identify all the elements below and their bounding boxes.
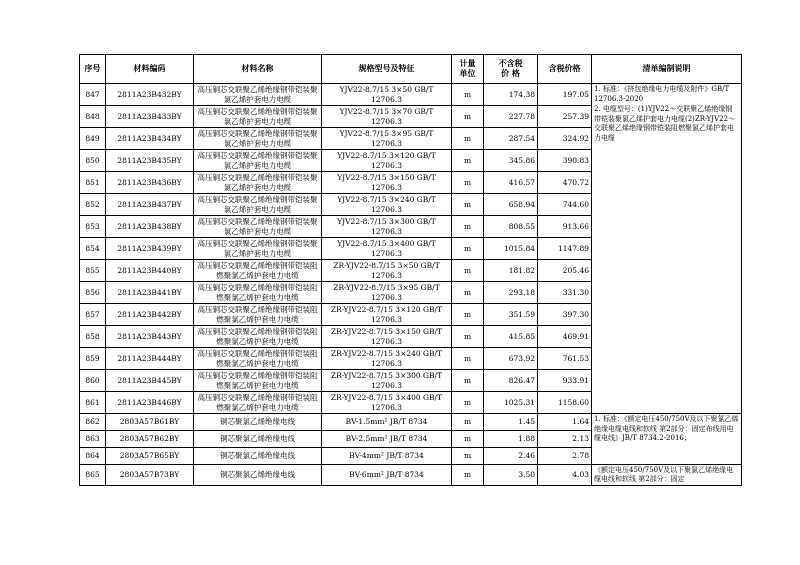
row-name: 铜芯聚氯乙烯绝缘电线	[194, 431, 322, 448]
row-spec: YJV22-8.7/15 3×70 GB/T 12706.3	[322, 106, 452, 128]
row-name: 高压铜芯交联聚乙烯绝缘钢带铠装聚氯乙烯护套电力电缆	[194, 128, 322, 150]
row-price-ex: 1015.84	[484, 238, 538, 260]
row-price-in: 205.46	[538, 260, 592, 282]
row-spec: YJV22-8.7/15 3×120 GB/T 12706.3	[322, 150, 452, 172]
notes-cell-wire	[592, 414, 742, 465]
row-code: 2811A23B441BY	[106, 282, 194, 304]
row-spec: BV-4mm² JB/T 8734	[322, 448, 452, 465]
row-code: 2811A23B436BY	[106, 172, 194, 194]
row-price-in: 933.91	[538, 370, 592, 392]
row-seq: 861	[80, 392, 106, 414]
row-spec: ZR-YJV22-8.7/15 3×120 GB/T 12706.3	[322, 304, 452, 326]
row-price-ex: 2.46	[484, 448, 538, 465]
row-unit: m	[452, 304, 484, 326]
row-price-in: 1158.60	[538, 392, 592, 414]
row-seq: 847	[80, 84, 106, 106]
row-spec: BV-2.5mm² JB/T 8734	[322, 431, 452, 448]
row-price-in: 4.03	[538, 465, 592, 486]
row-unit: m	[452, 216, 484, 238]
row-price-ex: 287.54	[484, 128, 538, 150]
row-unit: m	[452, 448, 484, 465]
row-price-ex: 345.86	[484, 150, 538, 172]
row-price-ex: 3.50	[484, 465, 538, 486]
row-price-ex: 181.82	[484, 260, 538, 282]
row-unit: m	[452, 465, 484, 486]
row-spec: BV-1.5mm² JB/T 8734	[322, 414, 452, 431]
row-code: 2811A23B445BY	[106, 370, 194, 392]
row-price-ex: 826.47	[484, 370, 538, 392]
row-spec: YJV22-8.7/15 3×240 GB/T 12706.3	[322, 194, 452, 216]
note-line: 《额定电压450/750V及以下聚氯乙烯绝缘电缆电线和软线 第2部分：固定	[594, 466, 734, 483]
row-unit: m	[452, 128, 484, 150]
header-code: 材料编码	[106, 55, 194, 84]
price-list-table	[79, 54, 742, 486]
row-code: 2811A23B435BY	[106, 150, 194, 172]
row-code: 2811A23B433BY	[106, 106, 194, 128]
row-code: 2811A23B438BY	[106, 216, 194, 238]
row-code: 2811A23B444BY	[106, 348, 194, 370]
row-price-ex: 658.94	[484, 194, 538, 216]
row-unit: m	[452, 260, 484, 282]
row-name: 高压铜芯交联聚乙烯绝缘钢带铠装聚氯乙烯护套电力电缆	[194, 150, 322, 172]
row-name: 高压铜芯交联聚乙烯绝缘钢带铠装聚氯乙烯护套电力电缆	[194, 194, 322, 216]
row-name: 高压铜芯交联聚乙烯绝缘钢带铠装阻燃聚氯乙烯护套电力电缆	[194, 348, 322, 370]
row-code: 2811A23B440BY	[106, 260, 194, 282]
header-row	[80, 55, 742, 84]
header-seq: 序号	[80, 55, 106, 84]
row-seq: 848	[80, 106, 106, 128]
row-code: 2803A57B61BY	[106, 414, 194, 431]
row-seq: 856	[80, 282, 106, 304]
row-price-in: 2.13	[538, 431, 592, 448]
row-seq: 855	[80, 260, 106, 282]
row-code: 2811A23B432BY	[106, 84, 194, 106]
row-seq: 860	[80, 370, 106, 392]
row-unit: m	[452, 194, 484, 216]
row-seq: 858	[80, 326, 106, 348]
row-price-ex: 351.59	[484, 304, 538, 326]
row-seq: 859	[80, 348, 106, 370]
row-spec: ZR-YJV22-8.7/15 3×240 GB/T 12706.3	[322, 348, 452, 370]
row-price-ex: 1.88	[484, 431, 538, 448]
row-name: 高压铜芯交联聚乙烯绝缘钢带铠装阻燃聚氯乙烯护套电力电缆	[194, 370, 322, 392]
row-price-in: 744.60	[538, 194, 592, 216]
row-seq: 863	[80, 431, 106, 448]
row-spec: ZR-YJV22-8.7/15 3×150 GB/T 12706.3	[322, 326, 452, 348]
row-unit: m	[452, 282, 484, 304]
row-unit: m	[452, 172, 484, 194]
row-spec: ZR-YJV22-8.7/15 3×95 GB/T 12706.3	[322, 282, 452, 304]
row-unit: m	[452, 370, 484, 392]
notes-cell-wire-cont	[592, 465, 742, 486]
row-price-in: 331.30	[538, 282, 592, 304]
row-code: 2811A23B442BY	[106, 304, 194, 326]
header-unit: 计量 单位	[452, 55, 484, 84]
row-price-in: 470.72	[538, 172, 592, 194]
row-code: 2811A23B434BY	[106, 128, 194, 150]
row-name: 高压铜芯交联聚乙烯绝缘钢带铠装阻燃聚氯乙烯护套电力电缆	[194, 260, 322, 282]
header-notes: 清单编制说明	[592, 55, 742, 84]
table-row	[80, 465, 742, 486]
row-price-in: 257.39	[538, 106, 592, 128]
row-price-in: 469.91	[538, 326, 592, 348]
row-spec: ZR-YJV22-8.7/15 3×300 GB/T 12706.3	[322, 370, 452, 392]
row-unit: m	[452, 84, 484, 106]
row-seq: 852	[80, 194, 106, 216]
row-name: 铜芯聚氯乙烯绝缘电线	[194, 414, 322, 431]
row-code: 2803A57B65BY	[106, 448, 194, 465]
row-name: 高压铜芯交联聚乙烯绝缘钢带铠装阻燃聚氯乙烯护套电力电缆	[194, 304, 322, 326]
note-line: 2. 电缆型号：(1)YJV22～交联聚乙烯绝缘钢带铠装聚氯乙烯护套电力电缆(2)ZR-YJV22～交联聚乙烯绝缘钢带铠装阻燃聚氯乙烯护套电力电缆	[594, 105, 736, 142]
row-seq: 850	[80, 150, 106, 172]
row-seq: 857	[80, 304, 106, 326]
row-code: 2803A57B73BY	[106, 465, 194, 486]
row-code: 2811A23B446BY	[106, 392, 194, 414]
row-code: 2811A23B439BY	[106, 238, 194, 260]
row-name: 高压铜芯交联聚乙烯绝缘钢带铠装阻燃聚氯乙烯护套电力电缆	[194, 326, 322, 348]
row-unit: m	[452, 326, 484, 348]
row-unit: m	[452, 414, 484, 431]
row-name: 铜芯聚氯乙烯绝缘电线	[194, 448, 322, 465]
row-spec: YJV22-8.7/15 3×50 GB/T 12706.3	[322, 84, 452, 106]
row-unit: m	[452, 238, 484, 260]
row-seq: 849	[80, 128, 106, 150]
row-price-ex: 227.78	[484, 106, 538, 128]
row-price-in: 1147.89	[538, 238, 592, 260]
header-price-in: 含税价格	[538, 55, 592, 84]
row-price-in: 761.53	[538, 348, 592, 370]
row-spec: ZR-YJV22-8.7/15 3×400 GB/T 12706.3	[322, 392, 452, 414]
row-unit: m	[452, 348, 484, 370]
row-spec: ZR-YJV22-8.7/15 3×50 GB/T 12706.3	[322, 260, 452, 282]
row-seq: 865	[80, 465, 106, 486]
row-name: 高压铜芯交联聚乙烯绝缘钢带铠装阻燃聚氯乙烯护套电力电缆	[194, 282, 322, 304]
row-spec: YJV22-8.7/15 3×150 GB/T 12706.3	[322, 172, 452, 194]
header-spec: 规格型号及特征	[322, 55, 452, 84]
row-price-ex: 293.18	[484, 282, 538, 304]
row-name: 高压铜芯交联聚乙烯绝缘钢带铠装阻燃聚氯乙烯护套电力电缆	[194, 392, 322, 414]
row-price-in: 390.83	[538, 150, 592, 172]
row-price-ex: 174.38	[484, 84, 538, 106]
header-name: 材料名称	[194, 55, 322, 84]
row-name: 高压铜芯交联聚乙烯绝缘钢带铠装聚氯乙烯护套电力电缆	[194, 84, 322, 106]
row-name: 高压铜芯交联聚乙烯绝缘钢带铠装聚氯乙烯护套电力电缆	[194, 216, 322, 238]
notes-cell-cable	[592, 84, 742, 414]
note-line: 1. 标准：《挤包绝缘电力电缆及附件》GB/T 12706.3-2020	[594, 85, 730, 103]
row-code: 2803A57B62BY	[106, 431, 194, 448]
row-price-ex: 1025.31	[484, 392, 538, 414]
note-line: 1. 标准：《额定电压450/750V及以下聚氯乙烯绝缘电缆电线和软线 第2部分：固定布线用电缆电线》JB/T 8734.2-2016；	[594, 415, 739, 442]
row-unit: m	[452, 431, 484, 448]
table-row	[80, 84, 742, 106]
row-price-in: 1.64	[538, 414, 592, 431]
row-code: 2811A23B437BY	[106, 194, 194, 216]
row-price-in: 324.92	[538, 128, 592, 150]
row-seq: 862	[80, 414, 106, 431]
row-unit: m	[452, 392, 484, 414]
row-price-ex: 1.45	[484, 414, 538, 431]
row-price-in: 913.66	[538, 216, 592, 238]
row-spec: YJV22-8.7/15 3×300 GB/T 12706.3	[322, 216, 452, 238]
row-name: 高压铜芯交联聚乙烯绝缘钢带铠装聚氯乙烯护套电力电缆	[194, 106, 322, 128]
row-price-ex: 673.92	[484, 348, 538, 370]
header-price-ex: 不含税 价 格	[484, 55, 538, 84]
row-seq: 851	[80, 172, 106, 194]
row-name: 高压铜芯交联聚乙烯绝缘钢带铠装聚氯乙烯护套电力电缆	[194, 172, 322, 194]
row-unit: m	[452, 106, 484, 128]
row-code: 2811A23B443BY	[106, 326, 194, 348]
row-seq: 853	[80, 216, 106, 238]
row-seq: 864	[80, 448, 106, 465]
row-price-in: 397.30	[538, 304, 592, 326]
row-price-ex: 808.55	[484, 216, 538, 238]
row-spec: YJV22-8.7/15 3×400 GB/T 12706.3	[322, 238, 452, 260]
table-row	[80, 414, 742, 431]
row-unit: m	[452, 150, 484, 172]
row-price-ex: 415.85	[484, 326, 538, 348]
row-price-in: 2.78	[538, 448, 592, 465]
row-spec: BV-6mm² JB/T 8734	[322, 465, 452, 486]
row-spec: YJV22-8.7/15 3×95 GB/T 12706.3	[322, 128, 452, 150]
row-price-ex: 416.57	[484, 172, 538, 194]
row-price-in: 197.05	[538, 84, 592, 106]
row-seq: 854	[80, 238, 106, 260]
row-name: 高压铜芯交联聚乙烯绝缘钢带铠装聚氯乙烯护套电力电缆	[194, 238, 322, 260]
row-name: 铜芯聚氯乙烯绝缘电线	[194, 465, 322, 486]
